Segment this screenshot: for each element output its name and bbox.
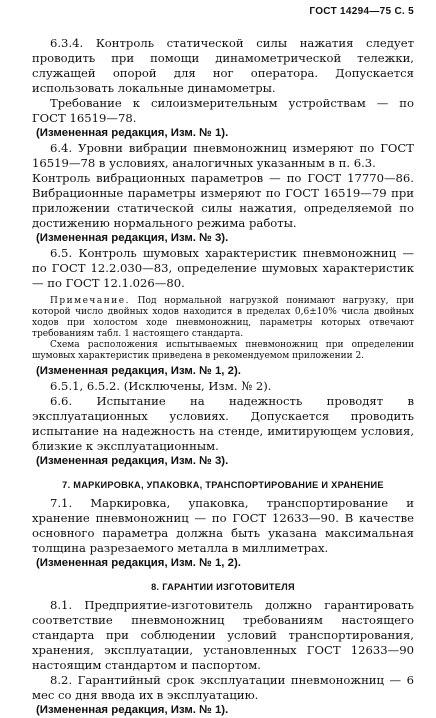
note-label: Примечание. — [50, 296, 130, 306]
section-8-heading: 8. ГАРАНТИИ ИЗГОТОВИТЕЛЯ — [151, 582, 295, 592]
page-content — [32, 36, 414, 718]
amendment-note: (Измененная редакция, Изм. № 1). — [36, 127, 229, 139]
amendment-note: (Измененная редакция, Изм. № 1, 2). — [36, 365, 241, 377]
amendment-note: (Измененная редакция, Изм. № 3). — [36, 232, 229, 244]
paragraph-6-4-control: Контроль вибрационных параметров — по ГОСТ 17770—86. Вибрационные параметры измеряют по ГОСТ 16519—79 при приложении статической силы нажатия, определяемой по достижению нормального режима работы. — [32, 171, 414, 230]
paragraph-6-5: 6.5. Контроль шумовых характеристик пневмоножниц — по ГОСТ 12.2.030—83, определение шумовых характеристик — по ГОСТ 12.1.026—80. — [32, 246, 414, 290]
note-schema: Схема расположения испытываемых пневмоножниц при определении шумовых характеристик приведена в рекомендуемом приложении 2. — [32, 340, 414, 361]
paragraph-8-1: 8.1. Предприятие-изготовитель должно гарантировать соответствие пневмоножниц требованиям настоящего стандарта при соблюдении условий транспортирования, хранения, эксплуатации, установленных ГОСТ 12633—90 настоящим стандартом и паспортом. — [32, 598, 414, 672]
paragraph-6-3-4: 6.3.4. Контроль статической силы нажатия следует проводить при помощи динамометрической тележки, служащей опорой для ног оператора. Допускается использовать локальные динамометры. — [32, 36, 414, 95]
page-header: ГОСТ 14294—75 С. 5 — [309, 6, 414, 17]
paragraph-6-6: 6.6. Испытание на надежность проводят в эксплуатационных условиях. Допускается проводить испытание на надежность на стенде, имитирующем условия, близкие к эксплуатационным. — [32, 394, 414, 453]
amendment-note: (Измененная редакция, Изм. № 3). — [36, 455, 229, 467]
amendment-note: (Измененная редакция, Изм. № 1, 2). — [36, 557, 241, 569]
paragraph-8-2: 8.2. Гарантийный срок эксплуатации пневмоножниц — 6 мес со дня ввода их в эксплуатацию. — [32, 673, 414, 702]
paragraph-6-4: 6.4. Уровни вибрации пневмоножниц измеряют по ГОСТ 16519—78 в условиях, аналогичных указанным в п. 6.3. — [32, 141, 414, 170]
note-paragraph — [32, 296, 414, 340]
note-text: Под нормальной нагрузкой понимают нагрузку, при которой число двойных ходов находится в пределах 0,6±10% числа двойных ходов при холостом ходе пневмоножниц, параметры которых отвечают требованиям табл. 1 настоящего стандарта. — [32, 296, 414, 339]
requirement-force-devices: Требование к силоизмерительным устройствам — по ГОСТ 16519—78. — [32, 96, 414, 125]
paragraph-6-5-1: 6.5.1, 6.5.2. (Исключены, Изм. № 2). — [50, 379, 272, 393]
amendment-note: (Измененная редакция, Изм. № 1). — [36, 704, 229, 716]
paragraph-7-1: 7.1. Маркировка, упаковка, транспортирование и хранение пневмоножниц — по ГОСТ 12633—90. В качестве основного параметра должна быть указана максимальная толщина разрезаемого металла в миллиметрах. — [32, 496, 414, 555]
section-7-heading: 7. МАРКИРОВКА, УПАКОВКА, ТРАНСПОРТИРОВАНИЕ И ХРАНЕНИЕ — [62, 480, 384, 490]
